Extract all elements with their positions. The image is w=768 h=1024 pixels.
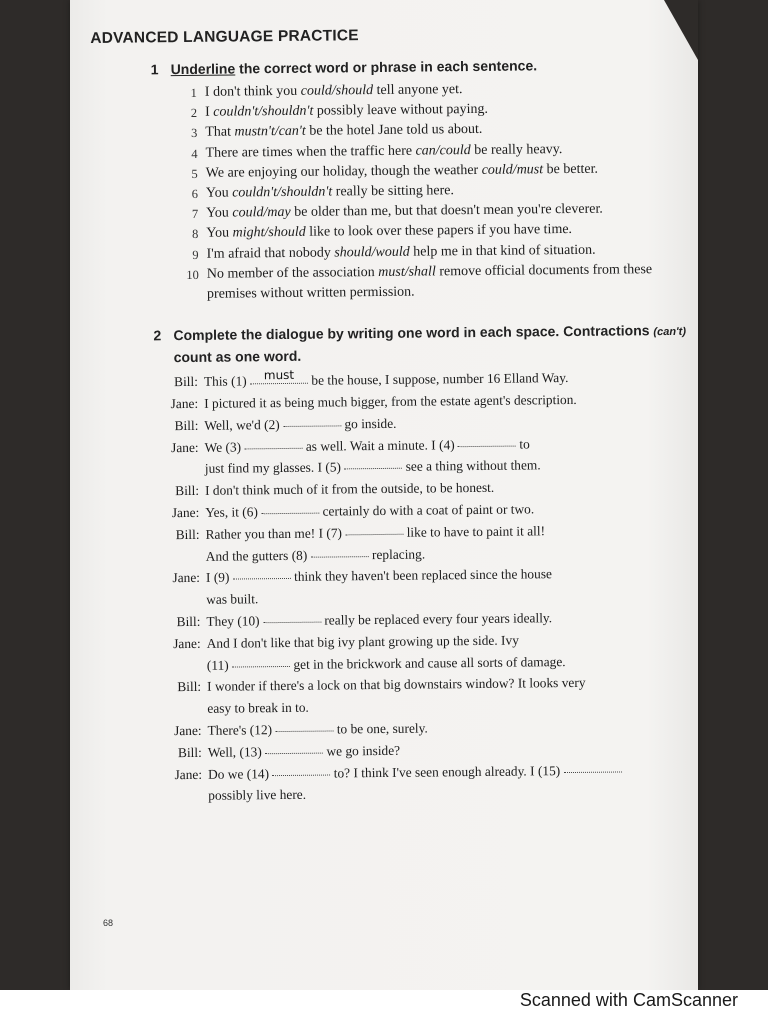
- speech-fragment: I pictured it as being much bigger, from the estate agent's description.: [204, 391, 577, 411]
- scanner-footer: [0, 990, 768, 1024]
- speech-fragment: And I don't like that big ivy plant growing up the side. Ivy: [206, 632, 519, 651]
- item-number: 8: [192, 227, 199, 242]
- speech-fragment: easy to break in to.: [207, 699, 309, 716]
- instruction-end: count as one word.: [173, 348, 302, 366]
- sentence-before: I: [205, 104, 214, 121]
- sentence-after: be the hotel Jane told us about.: [305, 122, 483, 140]
- speaker-label: [156, 545, 206, 567]
- answer-blank[interactable]: [265, 738, 323, 754]
- speaker-label: Jane:: [171, 504, 200, 521]
- sentence-before: I don't think you: [204, 83, 301, 100]
- exercise-1-heading: [151, 56, 691, 78]
- answer-blank[interactable]: [283, 411, 341, 427]
- speech-fragment: replacing.: [368, 546, 426, 562]
- speaker-label: [157, 654, 207, 676]
- answer-blank[interactable]: [232, 652, 290, 668]
- sentence-after: really be sitting here.: [332, 183, 455, 200]
- speaker-label: Jane:: [173, 635, 201, 651]
- speech-fragment: to: [515, 436, 530, 452]
- sentence-after: be better.: [543, 161, 598, 178]
- speaker-label: Jane:: [174, 766, 203, 782]
- speaker-label: [158, 785, 208, 807]
- word-choice-options[interactable]: can/could: [415, 142, 471, 159]
- word-choice-options[interactable]: might/should: [232, 225, 306, 241]
- speech-fragment: to? I think I've seen enough already. I (15): [330, 762, 564, 781]
- instruction-text: the correct word or phrase in each sentence.: [239, 57, 538, 77]
- speech-fragment: think they haven't been replaced since the house: [290, 566, 553, 585]
- speaker-label: Jane:: [171, 439, 199, 455]
- sentence-before: You: [206, 225, 233, 242]
- word-choice-options[interactable]: could/may: [232, 205, 291, 221]
- speech-fragment: There's (12): [207, 722, 276, 738]
- speech-fragment: just find my glasses. I (5): [204, 459, 345, 477]
- sentence-after: help me in that kind of situation.: [409, 242, 596, 260]
- speech-fragment: And the gutters (8): [205, 547, 311, 564]
- word-choice-options[interactable]: should/would: [334, 244, 410, 261]
- speech-fragment: to be one, surely.: [333, 720, 428, 737]
- sentence-before: There are times when the traffic here: [205, 143, 416, 161]
- item-number: 6: [191, 186, 199, 201]
- speech-fragment: Yes, it (6): [205, 504, 262, 520]
- speech-fragment: We (3): [204, 439, 245, 455]
- speech-fragment: Do we (14): [207, 765, 273, 782]
- exercise-2-heading: [153, 320, 693, 368]
- answer-blank[interactable]: [563, 757, 621, 773]
- speaker-label: [156, 589, 206, 611]
- speech-fragment: really be replaced every four years ideally.: [320, 610, 553, 628]
- sentence-after: tell anyone yet.: [373, 82, 463, 99]
- speaker-label: Bill:: [174, 417, 199, 433]
- speech-fragment: we go inside?: [323, 742, 401, 759]
- sentence-after: like to look over these papers if you have time.: [305, 222, 573, 241]
- speech-fragment: possibly live here.: [208, 787, 307, 804]
- item-number: 3: [190, 126, 198, 141]
- speech-fragment: Well, (13): [207, 743, 266, 760]
- dialogue: [154, 366, 699, 808]
- speech-fragment: certainly do with a coat of paint or two.: [319, 501, 535, 519]
- exercise-1-number: 1: [150, 61, 159, 78]
- speech-fragment: be the house, I suppose, number 16 Elland Way.: [307, 370, 569, 388]
- item-sentence: [207, 260, 693, 305]
- speech-fragment: I (9): [205, 569, 233, 586]
- speaker-label: Bill:: [177, 744, 202, 760]
- speech-fragment: go inside.: [340, 415, 397, 432]
- answer-blank[interactable]: [233, 564, 291, 580]
- answer-blank[interactable]: [263, 608, 321, 624]
- speaker-label: Jane:: [170, 395, 199, 412]
- word-choice-options[interactable]: mustn't/can't: [234, 124, 306, 140]
- item-number: 4: [191, 146, 198, 161]
- speech-fragment: get in the brickwork and cause all sorts of damage.: [289, 653, 566, 672]
- answer-blank[interactable]: [310, 542, 368, 558]
- sentence-before: I'm afraid that nobody: [206, 245, 335, 262]
- speaker-label: Bill:: [175, 526, 200, 542]
- item-number: 1: [190, 85, 197, 100]
- item-number: 7: [191, 207, 199, 222]
- answer-blank[interactable]: [250, 369, 308, 385]
- sentence-before: No member of the association: [206, 264, 379, 282]
- instruction-text: Complete the dialogue by writing one word in each space. Contractions: [173, 322, 650, 344]
- answer-blank[interactable]: [344, 454, 402, 470]
- sentence-before: We are enjoying our holiday, though the weather: [205, 162, 482, 181]
- speech-fragment: I don't think much of it from the outside, to be honest.: [204, 480, 495, 499]
- item-number: 9: [192, 247, 199, 262]
- speech-fragment: (11): [206, 657, 233, 673]
- exercise-1-instruction: [171, 57, 538, 77]
- item-number: 10: [186, 267, 199, 282]
- instruction-paren: (can't): [653, 326, 687, 339]
- word-choice-options[interactable]: must/shall: [378, 264, 436, 280]
- speaker-label: Bill:: [177, 679, 202, 695]
- answer-blank[interactable]: [244, 433, 302, 449]
- exercise-2-number: 2: [153, 327, 162, 344]
- speech-fragment: They (10): [206, 613, 264, 629]
- book-title: ADVANCED LANGUAGE PRACTICE: [90, 27, 359, 47]
- speech-fragment: This (1): [203, 373, 251, 390]
- instruction-underline-word: Underline: [170, 60, 236, 78]
- speech-fragment: was built.: [206, 591, 259, 608]
- answer-blank[interactable]: [261, 499, 319, 515]
- speaker-label: [155, 458, 205, 480]
- answer-blank[interactable]: [345, 520, 403, 536]
- word-choice-options[interactable]: could/must: [481, 162, 544, 178]
- speaker-label: Bill:: [175, 483, 200, 499]
- speech-fragment: I wonder if there's a lock on that big downstairs window? It looks very: [207, 675, 586, 695]
- answer-blank[interactable]: [275, 716, 333, 732]
- answer-blank[interactable]: [458, 431, 516, 447]
- sentence-before: That: [205, 124, 235, 141]
- sentence-before: You: [205, 185, 233, 201]
- exercise-1-item: [177, 260, 693, 306]
- exercise-2-instruction: [173, 320, 693, 367]
- page-number: 68: [103, 918, 114, 928]
- speaker-label: Bill:: [174, 374, 198, 390]
- exercise-1-list: [91, 78, 693, 307]
- sentence-after: remove official documents from these premises without written permission.: [206, 261, 653, 302]
- sentence-before: You: [206, 205, 233, 222]
- sentence-after: be really heavy.: [470, 141, 563, 158]
- speech-fragment: Well, we'd (2): [204, 416, 284, 433]
- sentence-after: be older than me, but that doesn't mean you're cleverer.: [290, 201, 603, 221]
- speech-fragment: see a thing without them.: [402, 457, 541, 475]
- speaker-label: [157, 698, 207, 720]
- page-content: [90, 2, 698, 808]
- speech-fragment: as well. Wait a minute. I (4): [302, 436, 459, 454]
- handwritten-answer: must: [263, 368, 295, 383]
- word-choice-options[interactable]: could/should: [300, 83, 374, 99]
- answer-blank[interactable]: [272, 760, 330, 776]
- speech-fragment: like to have to paint it all!: [403, 523, 546, 540]
- camscanner-watermark: Scanned with CamScanner: [519, 990, 738, 1010]
- word-choice-options[interactable]: couldn't/shouldn't: [213, 103, 314, 120]
- speaker-label: Bill:: [176, 613, 201, 630]
- speaker-label: Jane:: [173, 722, 202, 739]
- sentence-after: possibly leave without paying.: [313, 102, 489, 119]
- item-number: 5: [191, 166, 198, 181]
- speaker-label: Jane:: [172, 570, 201, 586]
- word-choice-options[interactable]: couldn't/shouldn't: [232, 184, 333, 201]
- item-number: 2: [190, 106, 198, 121]
- speech-fragment: Rather you than me! I (7): [205, 525, 346, 542]
